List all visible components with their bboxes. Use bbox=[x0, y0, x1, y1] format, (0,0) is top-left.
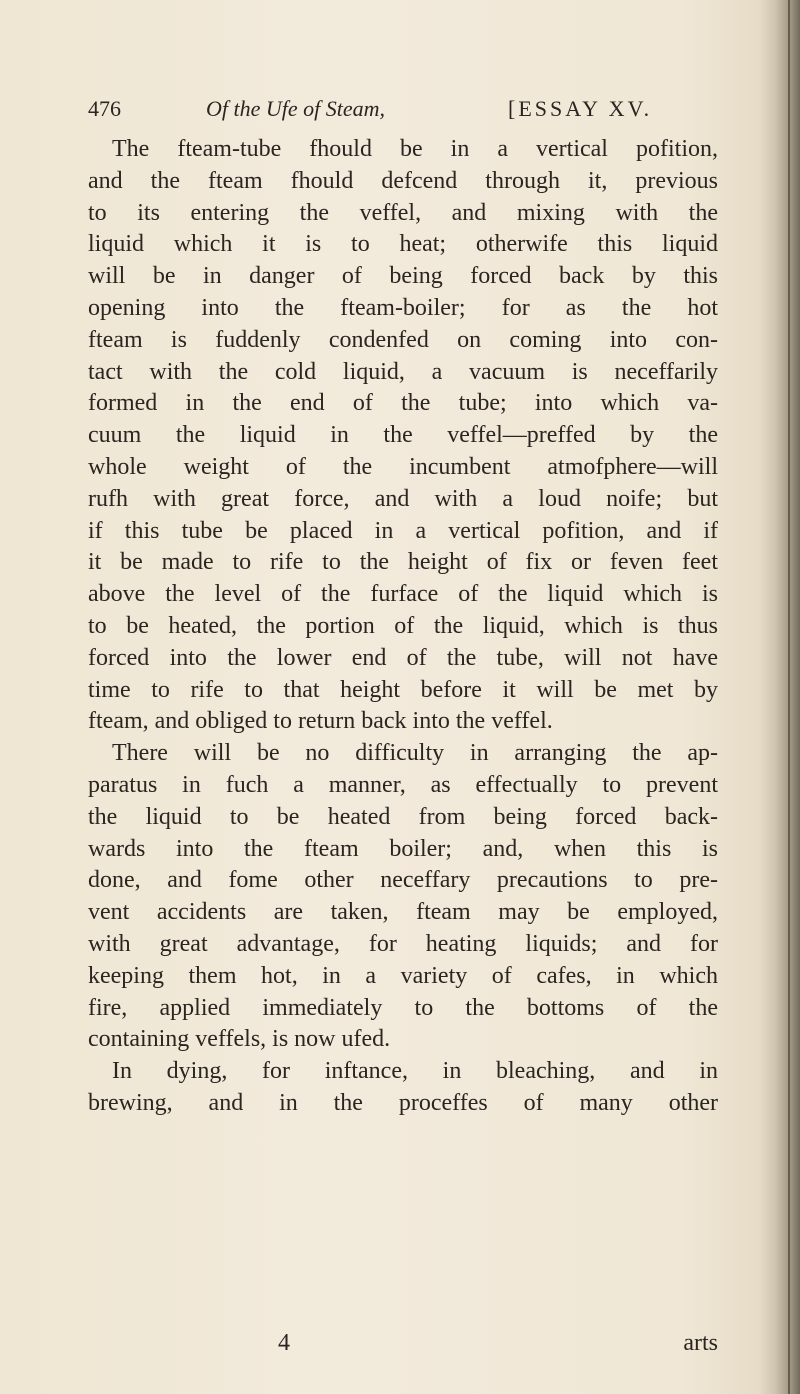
text-line: fteam is fuddenly condenfed on coming into con- bbox=[88, 326, 718, 353]
text-line: the liquid to be heated from being forced back- bbox=[88, 803, 718, 830]
text-line: The fteam-tube fhould be in a vertical pofition, bbox=[112, 136, 718, 162]
page-number: 476 bbox=[88, 96, 121, 121]
text-line: it be made to rife to the height of fix or feven feet bbox=[88, 549, 718, 576]
text-line: with great advantage, for heating liquids; and for bbox=[88, 930, 718, 957]
page-edge-shadow bbox=[758, 0, 800, 1394]
text-line: and the fteam fhould defcend through it, previous bbox=[88, 167, 718, 194]
text-line: cuum the liquid in the veffel—preffed by the bbox=[88, 422, 718, 449]
running-title: Of the Ufe of Steam, bbox=[206, 96, 386, 121]
text-line: to be heated, the portion of the liquid, which is thus bbox=[88, 612, 718, 639]
text-line: time to rife to that height before it will be met by bbox=[88, 676, 718, 703]
text-line: formed in the end of the tube; into which va- bbox=[88, 390, 718, 417]
essay-label: [ESSAY XV. bbox=[508, 96, 653, 121]
text-line: fire, applied immediately to the bottoms of the bbox=[88, 994, 718, 1021]
text-line: done, and fome other neceffary precautions to pre- bbox=[88, 867, 718, 894]
text-line: paratus in fuch a manner, as effectually to prevent bbox=[88, 771, 718, 798]
text-line: above the level of the furface of the liquid which is bbox=[88, 581, 718, 608]
text-line: will be in danger of being forced back by this bbox=[88, 263, 718, 290]
text-line: wards into the fteam boiler; and, when this is bbox=[88, 835, 718, 862]
text-line: keeping them hot, in a variety of cafes, in which bbox=[88, 962, 718, 989]
text-line: to its entering the veffel, and mixing with the bbox=[88, 199, 718, 226]
text-line: if this tube be placed in a vertical pofition, and if bbox=[88, 517, 718, 544]
text-line: opening into the fteam-boiler; for as the hot bbox=[88, 294, 718, 321]
text-line: In dying, for inftance, in bleaching, and in bbox=[112, 1058, 718, 1085]
text-line: fteam, and obliged to return back into the veffel. bbox=[88, 708, 553, 735]
running-head bbox=[88, 96, 708, 130]
signature-mark: 4 bbox=[278, 1330, 290, 1356]
text-line: tact with the cold liquid, a vacuum is neceffarily bbox=[88, 358, 718, 385]
body-text bbox=[88, 134, 718, 1120]
text-line: vent accidents are taken, fteam may be employed, bbox=[88, 899, 718, 926]
text-line: liquid which it is to heat; otherwife this liquid bbox=[88, 231, 718, 258]
catchword: arts bbox=[683, 1330, 718, 1356]
text-line: whole weight of the incumbent atmofphere—will bbox=[88, 453, 718, 480]
text-line: rufh with great force, and with a loud noife; but bbox=[88, 485, 718, 512]
text-line: There will be no difficulty in arranging the ap- bbox=[112, 740, 718, 767]
text-line: forced into the lower end of the tube, will not have bbox=[88, 644, 718, 671]
text-line: brewing, and in the proceffes of many other bbox=[88, 1089, 718, 1116]
page-footer bbox=[88, 1330, 718, 1362]
page-edge-line bbox=[788, 0, 790, 1394]
text-line: containing veffels, is now ufed. bbox=[88, 1026, 391, 1053]
